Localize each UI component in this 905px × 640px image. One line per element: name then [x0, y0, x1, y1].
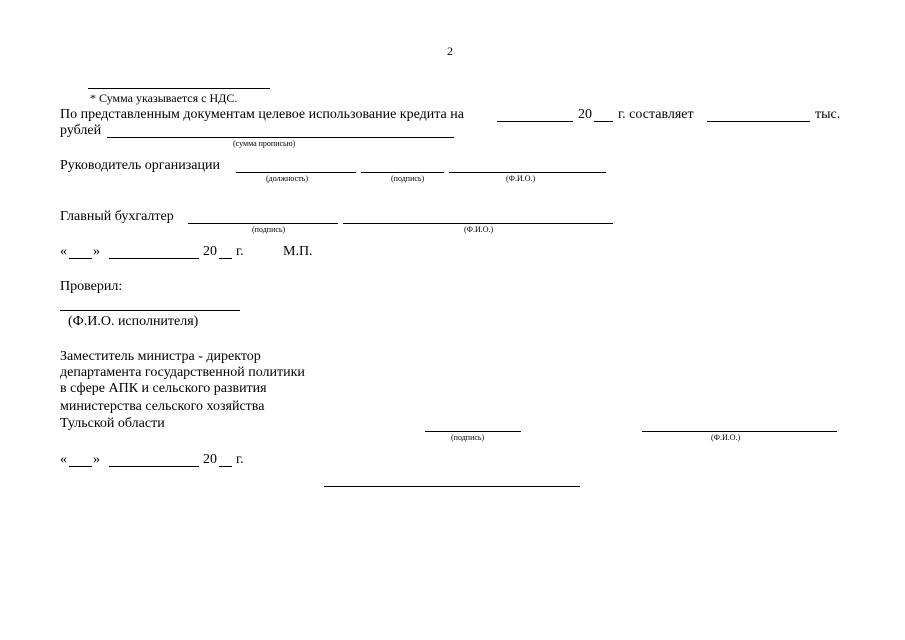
purpose-year-blank	[594, 121, 613, 122]
head-fio-caption: (Ф.И.О.)	[506, 174, 536, 183]
chief-accountant-fio-blank	[343, 223, 613, 224]
date2-year-suffix: г.	[236, 452, 244, 467]
date1-quote-close: »	[93, 244, 100, 259]
purpose-mid-text: г. составляет	[618, 107, 694, 122]
purpose-text: По представленным документам целевое использование кредита на	[60, 107, 464, 122]
deputy-title-line-1: Заместитель министра - директор	[60, 349, 261, 364]
purpose-unit-end: рублей	[60, 123, 102, 138]
purpose-date-blank	[497, 121, 573, 122]
deputy-fio-blank	[642, 431, 837, 432]
purpose-amount-blank	[707, 121, 810, 122]
deputy-title-line-2: департамента государственной политики	[60, 365, 305, 380]
chief-accountant-signature-blank	[188, 223, 338, 224]
date2-quote-open: «	[60, 452, 67, 467]
date1-year-blank	[219, 258, 232, 259]
chief-accountant-label: Главный бухгалтер	[60, 209, 174, 224]
deputy-title-line-4: министерства сельского хозяйства	[60, 399, 265, 414]
head-signature-caption: (подпись)	[391, 174, 425, 183]
head-label: Руководитель организации	[60, 158, 220, 173]
date1-month-blank	[109, 258, 199, 259]
purpose-unit-start: тыс.	[815, 107, 841, 122]
amount-in-words-caption: (сумма прописью)	[233, 139, 296, 148]
footnote: * Сумма указывается с НДС.	[90, 91, 238, 105]
date1-quote-open: «	[60, 244, 67, 259]
chief-accountant-signature-caption: (подпись)	[252, 225, 286, 234]
date2-year-blank	[219, 466, 232, 467]
checked-label: Проверил:	[60, 279, 123, 294]
checked-fio-blank	[60, 310, 240, 311]
deputy-signature-caption: (подпись)	[451, 433, 485, 442]
page-number: 2	[447, 44, 453, 58]
head-fio-blank	[449, 172, 606, 173]
head-position-blank	[236, 172, 356, 173]
deputy-title-line-5: Тульской области	[60, 416, 165, 431]
deputy-signature-blank	[425, 431, 521, 432]
stamp-mark: М.П.	[283, 244, 313, 259]
deputy-fio-caption: (Ф.И.О.)	[711, 433, 741, 442]
bottom-separator	[324, 486, 580, 487]
date1-day-blank	[69, 258, 92, 259]
date2-quote-close: »	[93, 452, 100, 467]
chief-accountant-fio-caption: (Ф.И.О.)	[464, 225, 494, 234]
date2-day-blank	[69, 466, 92, 467]
date1-year-suffix: г.	[236, 244, 244, 259]
purpose-year-prefix: 20	[578, 107, 592, 122]
deputy-title-line-3: в сфере АПК и сельского развития	[60, 381, 267, 396]
date2-month-blank	[109, 466, 199, 467]
checked-caption: (Ф.И.О. исполнителя)	[68, 314, 199, 329]
date2-year-prefix: 20	[203, 452, 217, 467]
footnote-separator	[88, 88, 270, 89]
amount-in-words-blank	[107, 137, 454, 138]
head-position-caption: (должность)	[266, 174, 308, 183]
head-signature-blank	[361, 172, 444, 173]
date1-year-prefix: 20	[203, 244, 217, 259]
